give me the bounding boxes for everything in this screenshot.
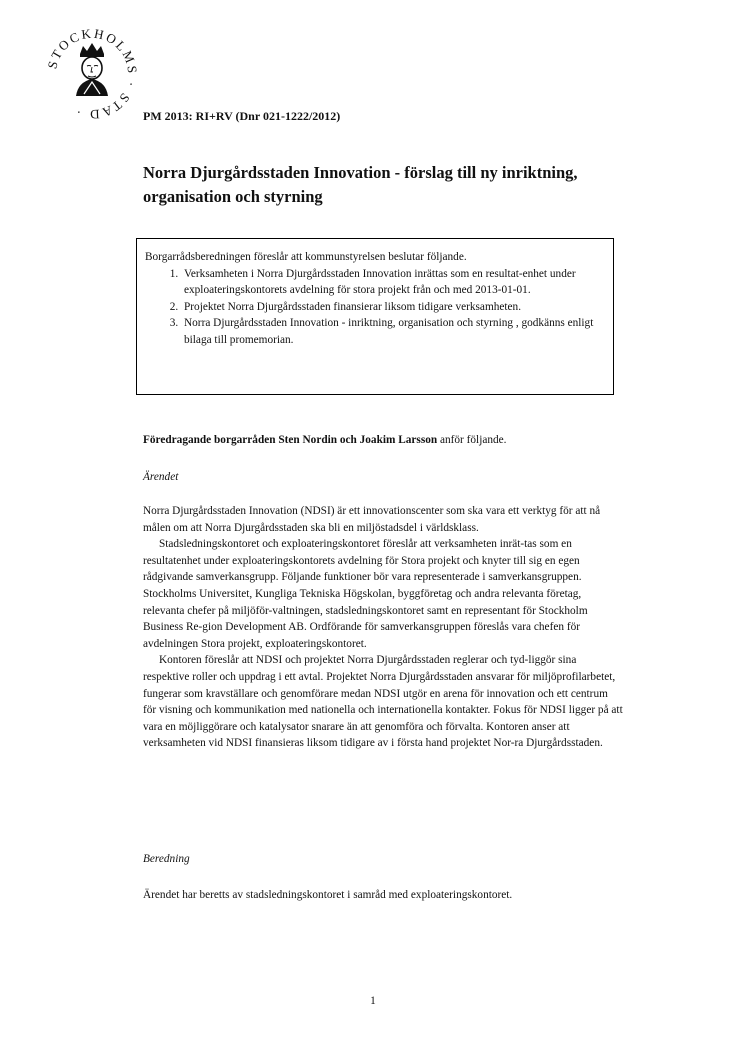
presenter-rest: anför följande. [437,434,507,446]
proposal-item: 1. Verksamheten i Norra Djurgårdsstaden Innovation inrättas som en resultat-enhet under exploateringskontorets avdelning för stora projekt från och med 2013-01-01. [181,266,601,299]
beredning-heading: Beredning [143,853,190,865]
arendet-heading: Ärendet [143,471,179,483]
arendet-body [143,503,623,752]
beredning-text: Ärendet har beretts av stadsledningskontoret i samråd med exploateringskontoret. [143,889,513,901]
stockholm-crest-icon [44,24,140,124]
page-number: 1 [370,995,376,1007]
presenter-line [143,432,623,449]
proposal-list [145,266,601,349]
logo-ring-text: STOCKHOLMS · STAD · [44,25,140,123]
proposal-intro: Borgarrådsberedningen föreslår att kommunstyrelsen beslutar följande. [145,251,467,263]
proposal-box [136,238,614,395]
document-title: Norra Djurgårdsstaden Innovation - förslag till ny inriktning, organisation och styrning [143,163,578,206]
arendet-paragraph: Stadsledningskontoret och exploateringskontoret föreslår att verksamheten inrät-tas som en resultatenhet under exploateringskontorets avdelning för Stora projekt och knyter till sig en egen rådgivande samverkansgrupp. Följande funktioner bör vara representerade i samverkansgruppen. Stockholms Universitet, Kungliga Tekniska Högskolan, byggföretag och andra relevanta företag, relevanta chefer på miljöför-valtningen, stadsledningskontoret samt en representant för Stockholm Business Re-gion Development AB. Ordförande för samverkansgruppen föreslås vara chefen för avdelningen Stora projekt, exploateringskontoret. [143,538,588,650]
pm-reference: PM 2013: RI+RV (Dnr 021-1222/2012) [143,109,341,123]
arendet-paragraph: Norra Djurgårdsstaden Innovation (NDSI) är ett innovationscenter som ska vara ett verktyg för att nå målen om att Norra Djurgårdsstaden ska bli en miljöstadsdel i världsklass. [143,505,601,534]
proposal-item: 2. Projektet Norra Djurgårdsstaden finansierar liksom tidigare verksamheten. [181,299,601,316]
presenter-names: Föredragande borgarråden Sten Nordin och Joakim Larsson [143,434,438,446]
stockholm-crest-logo [44,24,140,124]
arendet-paragraph: Kontoren föreslår att NDSI och projektet Norra Djurgårdsstaden reglerar och tyd-liggör sina respektive roller och uppdrag i ett avtal. Projektet Norra Djurgårdsstaden ansvarar för miljöprofilarbetet, fungerar som kravställare och genomförare medan NDSI utgör en arena för innovation och ett centrum för visning och kommunikation med nationella och internationella kontakter. Fokus för NDSI ligger på att vara en möjliggörare och katalysator snarare än att genomföra och förvalta. Kontoren anser att verksamheten vid NDSI finansieras liksom tidigare av i första hand projektet Nor-ra Djurgårdsstaden. [143,654,623,750]
proposal-item: 3. Norra Djurgårdsstaden Innovation - inriktning, organisation och styrning , godkänns enligt bilaga till promemorian. [181,315,601,348]
